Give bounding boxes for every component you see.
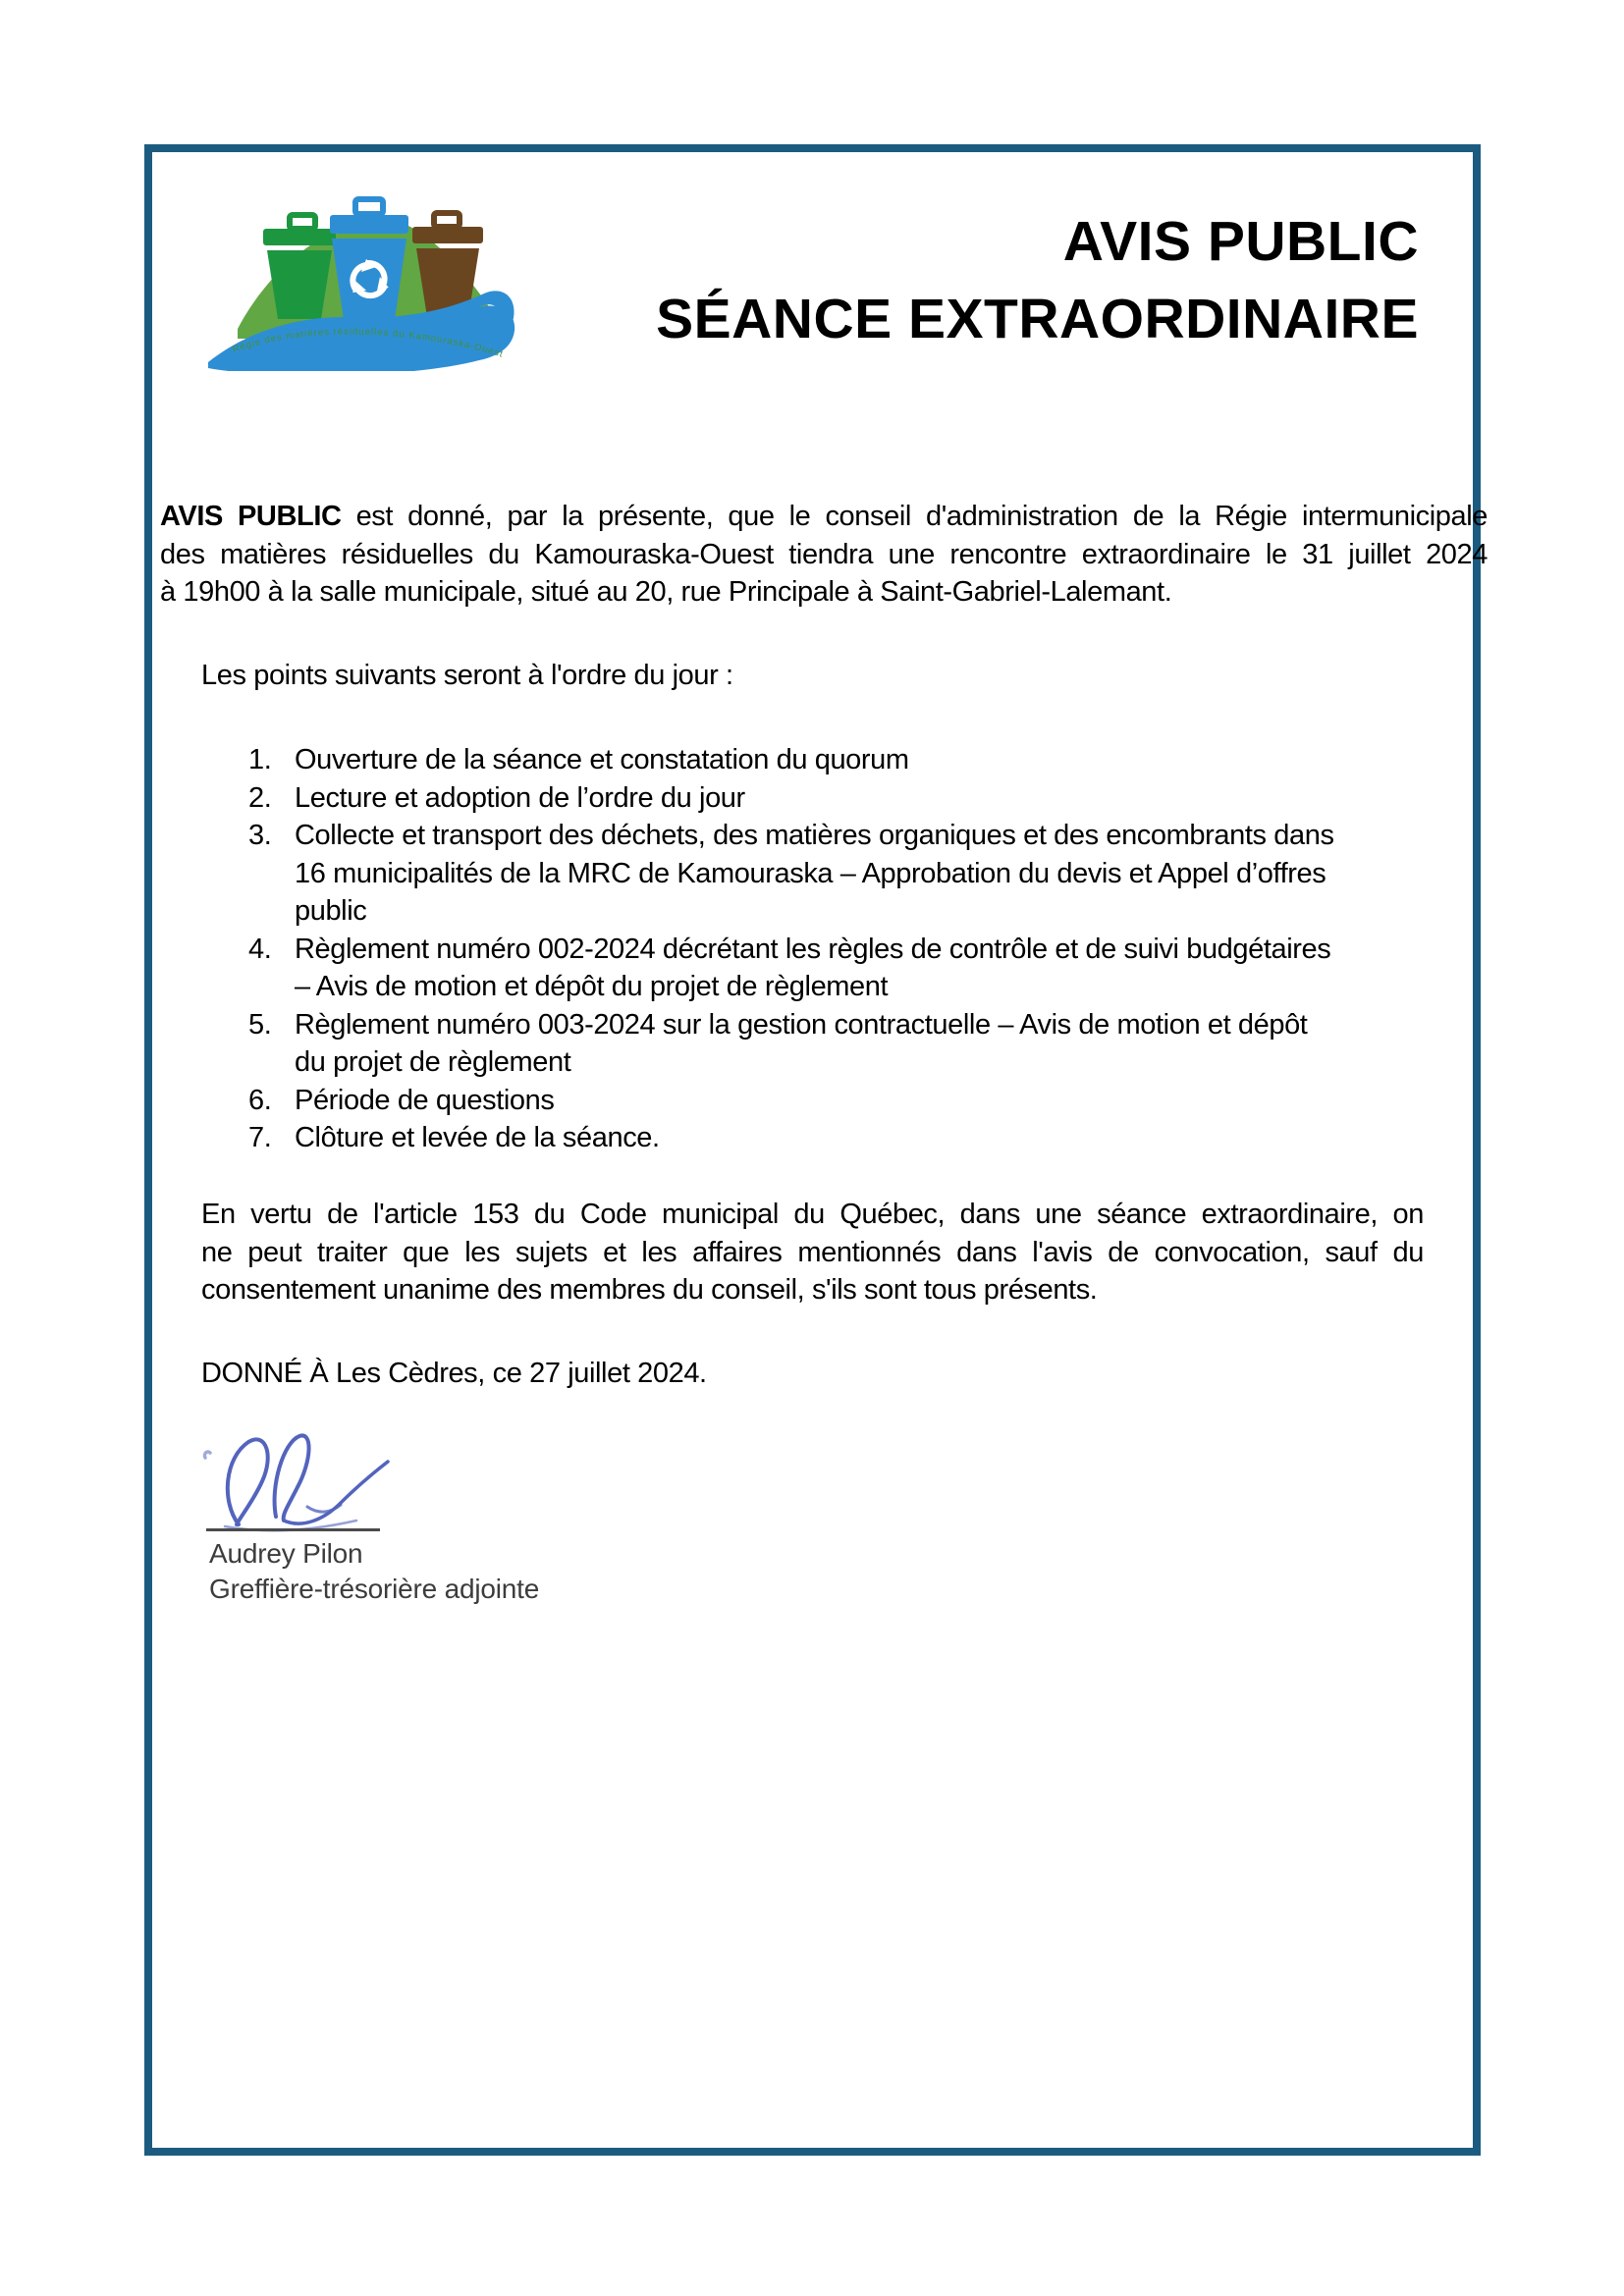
agenda-item-text: 16 municipalités de la MRC de Kamouraska – Approbation du devis et Appel d’offres xyxy=(295,857,1326,889)
agenda-item-1 xyxy=(248,741,1476,779)
agenda-item-text: Règlement numéro 003-2024 sur la gestion contractuelle – Avis de motion et dépôt xyxy=(295,1008,1308,1041)
rmrko-logo xyxy=(206,170,535,371)
agenda-list xyxy=(248,741,1476,1157)
legal-line-3: consentement unanime des membres du conseil, s'ils sont tous présents. xyxy=(201,1274,1098,1306)
intro-line-1-rest: est donné, par la présente, que le conseil d'administration de la Régie intermunicipale xyxy=(341,501,1488,532)
page-title xyxy=(656,203,1419,358)
agenda-item-text: Lecture et adoption de l’ordre du jour xyxy=(295,781,745,814)
intro-paragraph xyxy=(160,498,1488,612)
signature-image xyxy=(191,1428,515,1541)
agenda-item-number: 1. xyxy=(248,744,272,775)
agenda-item-text: Clôture et levée de la séance. xyxy=(295,1122,660,1153)
agenda-item-2 xyxy=(248,779,1476,818)
agenda-item-number: 3. xyxy=(248,820,272,851)
intro-line-1 xyxy=(160,498,1488,536)
intro-line-2: des matières résiduelles du Kamouraska-Ouest tiendra une rencontre extraordinaire le 31 juillet 2024 xyxy=(160,538,1488,570)
agenda-item-text: public xyxy=(295,895,367,927)
agenda-item-number: 5. xyxy=(248,1008,272,1041)
agenda-item-7 xyxy=(248,1119,1476,1157)
agenda-item-text: Ouverture de la séance et constatation du quorum xyxy=(295,744,909,775)
title-line-1: AVIS PUBLIC xyxy=(1062,210,1419,273)
intro-line-3: à 19h00 à la salle municipale, situé au 20, rue Principale à Saint-Gabriel-Lalemant. xyxy=(160,576,1172,608)
agenda-item-number: 6. xyxy=(248,1084,272,1116)
title-line-2: SÉANCE EXTRAORDINAIRE xyxy=(656,288,1419,350)
logo-caption: Régie des matières résiduelles du Kamouraska-Ouest xyxy=(231,326,506,360)
agenda-heading: Les points suivants seront à l'ordre du jour : xyxy=(201,660,733,691)
agenda-item-number: 2. xyxy=(248,781,272,814)
given-at-line: DONNÉ À Les Cèdres, ce 27 juillet 2024. xyxy=(201,1358,707,1389)
notice-border-box xyxy=(144,144,1488,2156)
agenda-item-3 xyxy=(248,817,1476,931)
agenda-item-text: – Avis de motion et dépôt du projet de règlement xyxy=(295,971,889,1002)
legal-line-1: En vertu de l'article 153 du Code municipal du Québec, dans une séance extraordinaire, on xyxy=(201,1199,1424,1230)
agenda-item-text: Collecte et transport des déchets, des matières organiques et des encombrants dans xyxy=(295,820,1334,851)
signature-line xyxy=(206,1528,380,1531)
agenda-item-text: Période de questions xyxy=(295,1084,555,1116)
legal-paragraph xyxy=(201,1196,1424,1309)
agenda-item-text: Règlement numéro 002-2024 décrétant les règles de contrôle et de suivi budgétaires xyxy=(295,933,1331,965)
signatory-name: Audrey Pilon xyxy=(209,1538,363,1569)
agenda-item-text: du projet de règlement xyxy=(295,1046,571,1078)
intro-bold-prefix: AVIS PUBLIC xyxy=(160,501,342,532)
agenda-item-6 xyxy=(248,1082,1476,1120)
signatory-role: Greffière-trésorière adjointe xyxy=(209,1574,540,1604)
agenda-item-4 xyxy=(248,931,1476,1006)
agenda-item-number: 4. xyxy=(248,933,272,965)
agenda-item-number: 7. xyxy=(248,1122,272,1153)
legal-line-2: ne peut traiter que les sujets et les affaires mentionnés dans l'avis de convocation, sauf du xyxy=(201,1236,1424,1268)
agenda-item-5 xyxy=(248,1006,1476,1082)
